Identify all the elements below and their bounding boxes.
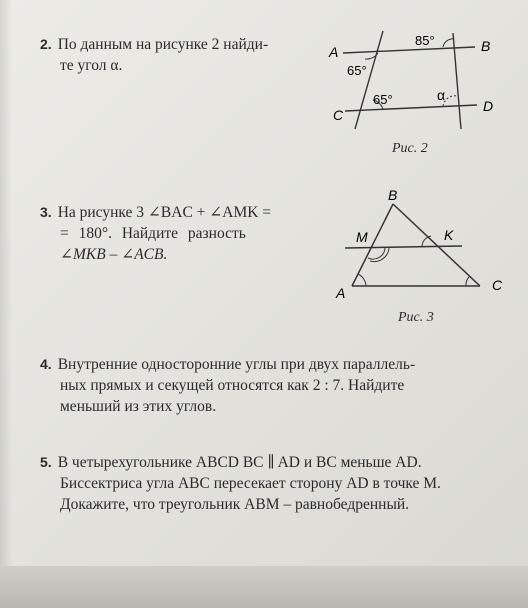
problem-3-number: 3. bbox=[40, 204, 52, 220]
problem-2 bbox=[40, 34, 320, 76]
label-65-top: 65° bbox=[347, 63, 367, 78]
label-B: B bbox=[481, 38, 491, 54]
figure-2-caption: Рис. 2 bbox=[392, 141, 428, 156]
problem-2-line-2: те угол α. bbox=[60, 57, 123, 74]
problem-2-number: 2. bbox=[40, 36, 52, 52]
problem-4 bbox=[40, 354, 528, 417]
arc-angle-C bbox=[466, 276, 470, 286]
figure-3 bbox=[330, 190, 520, 308]
problem-4-line-2: ных прямых и секущей относятся как 2 : 7. Найдите bbox=[60, 377, 405, 394]
problem-4-line-3: меньший из этих углов. bbox=[60, 398, 217, 415]
label-65-bottom: 65° bbox=[373, 92, 393, 107]
line-CD bbox=[345, 105, 477, 111]
segment-MK bbox=[345, 246, 462, 248]
page-bottom-edge bbox=[0, 566, 528, 608]
problem-3-line-2: = 180°. Найдите разность bbox=[60, 225, 246, 242]
figure-3-caption: Рис. 3 bbox=[398, 310, 434, 325]
problem-3 bbox=[40, 202, 310, 265]
label-M: M bbox=[356, 229, 368, 245]
problem-4-number: 4. bbox=[40, 356, 52, 372]
problem-5-number: 5. bbox=[40, 454, 52, 470]
arc-alpha bbox=[443, 96, 457, 106]
arc-angle-A bbox=[358, 274, 366, 286]
label-A: A bbox=[329, 44, 339, 60]
problem-5-line-2: Биссектриса угла ABC пересекает сторону AD в точке M. bbox=[60, 475, 441, 492]
problem-2-line-1: По данным на рисунке 2 найди- bbox=[57, 36, 269, 53]
problem-3-line-1: На рисунке 3 ∠BAC + ∠AMK = bbox=[57, 204, 272, 221]
label-alpha: α bbox=[437, 87, 446, 103]
label-C: C bbox=[492, 277, 503, 293]
page-shadow bbox=[0, 0, 12, 608]
label-B: B bbox=[388, 190, 398, 203]
label-A: A bbox=[336, 285, 346, 301]
figure-2 bbox=[325, 25, 525, 160]
triangle-side-BC bbox=[393, 204, 480, 286]
arc-85 bbox=[443, 39, 454, 47]
problem-4-line-1: Внутренние односторонние углы при двух параллель- bbox=[57, 356, 416, 373]
label-C: C bbox=[333, 107, 344, 123]
label-D: D bbox=[483, 98, 494, 114]
problem-5-line-3: Докажите, что треугольник ABM – равнобедренный. bbox=[60, 496, 410, 513]
problem-5-line-1: В четырехугольнике ABCD BC ∥ AD и BC меньше AD. bbox=[57, 454, 422, 471]
problem-3-line-3: ∠MKB – ∠ACB. bbox=[60, 246, 168, 263]
label-K: K bbox=[444, 227, 454, 243]
transversal-left bbox=[355, 31, 383, 129]
label-85: 85° bbox=[415, 33, 435, 48]
problem-5 bbox=[40, 452, 528, 515]
